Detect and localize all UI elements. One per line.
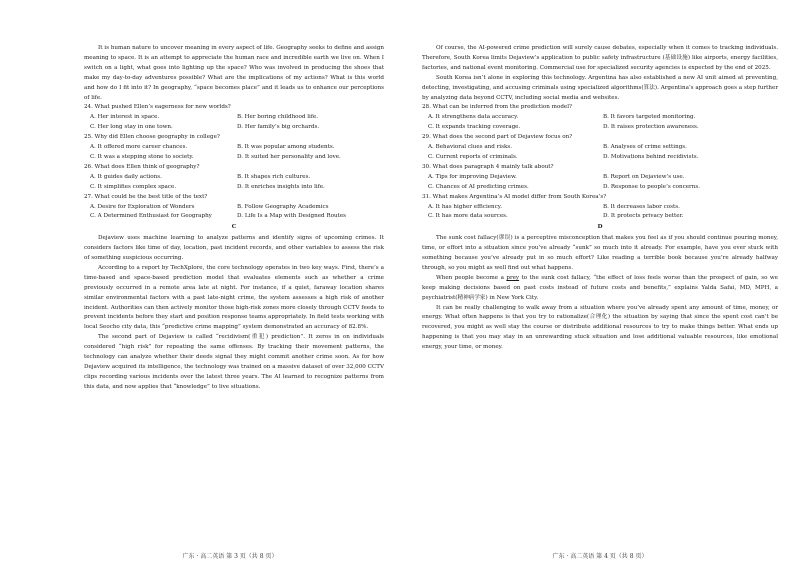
question-stem: 27. What could be the best title of the text? <box>84 193 208 200</box>
option-d: D. Life Is a Map with Designed Routes <box>237 213 347 220</box>
option-c: C. Chances of AI predicting crimes. <box>428 183 529 190</box>
option-c: C. It expands tracking coverage. <box>428 124 521 131</box>
question-30 <box>422 163 778 193</box>
option-d: D. It protects privacy better. <box>603 213 684 220</box>
option-d: D. It suited her personality and love. <box>237 153 341 160</box>
option-a: A. It offered more career chances. <box>90 144 188 151</box>
question-31 <box>422 193 778 223</box>
underlined-word-prey: prey <box>506 274 520 281</box>
option-a: A. It strengthens data accuracy. <box>428 114 519 121</box>
option-a: A. Desire for Exploration of Wonders <box>90 203 195 210</box>
section-heading-c: C <box>231 224 237 231</box>
passage-d-paragraph-2 <box>422 274 778 304</box>
question-stem: 26. What does Ellen think of geography? <box>84 163 200 170</box>
option-c: C. Her long stay in one town. <box>90 124 173 131</box>
option-d: D. It enriches insights into life. <box>237 183 325 190</box>
passage-c-paragraph-4: Of course, the AI-powered crime prediction will surely cause debates, especially when it comes to tracking individuals. Therefore, South Korea limits Dejaview’s application to public safety infrastructure (基础设施) like airports, energy facilities, factories, and national event monitoring. Commercial use for specialized security agencies is expected by the end of 2025. <box>422 45 778 71</box>
option-b: B. Analyses of crime settings. <box>603 144 687 151</box>
option-d: D. Response to people’s concerns. <box>603 183 700 190</box>
page-4 <box>400 0 800 566</box>
question-stem: 31. What makes Argentina’s AI model differ from South Korea’s? <box>422 193 607 200</box>
passage-c-paragraph-2: According to a report by TechXplore, the core technology operates in two key ways. First, there’s a time-based and space-based prediction model that evaluates elements such as whether a crime previously occurred in a remote area late at night. For instance, if a quiet, faraway location shares similar environmental factors with a past late-night crime, the system assesses a high risk of another incident. Authorities can then actively monitor those high-risk zones more closely through CCTV feeds to prevent incidents before they start and position response teams appropriately. In field tests working with local Seocho city data, this “predictive crime mapping” system demonstrated an accuracy of 82.8%. <box>84 264 384 331</box>
option-d: D. It raises protection awareness. <box>603 124 699 131</box>
question-stem: 28. What can be inferred from the prediction model? <box>422 104 573 111</box>
option-c: C. Current reports of criminals. <box>428 153 518 160</box>
option-b: B. Follow Geography Academics <box>237 203 329 210</box>
option-c: C. It was a stepping stone to society. <box>90 153 194 160</box>
passage-d-paragraph-3: It can be really challenging to walk away from a situation where you’ve already spent any amount of time, money, or energy. What often happens is that you try to rationalize(合理化) the situation by saying that since the spent cost can’t be recovered, you might as well stay the course or distribute additional resources to try to make things better. What ends up happening is that you may stay in an unrewarding stuck situation and lose additional valuable resources, like emotional energy, your time, or money. <box>422 304 778 351</box>
option-b: B. It favors targeted monitoring. <box>603 114 696 121</box>
passage-d-paragraph-1: The sunk cost fallacy(谬误) is a perceptive misconception that makes you feel as if you should continue pouring money, time, or effort into a situation since you’ve already “sunk” so much into it already. For example, have you ever stuck with something because you’ve already put in so much effort? Like reading a terrible book because you’re already halfway through, so you might as well find out what happens. <box>422 235 778 271</box>
option-c: C. It simplifies complex space. <box>90 183 177 190</box>
option-a: A. Her interest in space. <box>90 114 160 121</box>
question-stem: 25. Why did Ellen choose geography in college? <box>84 134 220 141</box>
option-c: C. It has more data sources. <box>428 213 508 220</box>
passage-b-last-paragraph: It is human nature to uncover meaning in every aspect of life. Geography seeks to define and assign meaning to space. It is an attempt to appreciate the human race and incredible earth we live on. When I switch on a light, what goes into lighting up the space? Who was involved in producing the shoes that make my day-to-day adventures possible? What are the implications of my actions? What is this world and how do I fit into it? In geography, “space becomes place” and it leads us to enhance our perceptions of life. <box>84 45 384 101</box>
page-footer: 广东 · 高二英语 第 4 页（共 8 页） <box>552 553 648 560</box>
text-run: When people become a <box>436 274 507 281</box>
option-d: D. Motivations behind recidivists. <box>603 153 699 160</box>
right-column <box>422 44 778 353</box>
option-b: B. It shapes rich cultures. <box>237 173 311 180</box>
left-column <box>84 44 384 393</box>
option-a: A. It guides daily actions. <box>90 173 162 180</box>
question-26 <box>84 163 384 193</box>
question-24 <box>84 103 384 133</box>
question-29 <box>422 133 778 163</box>
option-c: C. A Determined Enthusiast for Geography <box>90 213 212 220</box>
option-a: A. Tips for improving Dejaview. <box>428 173 517 180</box>
question-stem: 30. What does paragraph 4 mainly talk about? <box>422 163 554 170</box>
section-heading-d: D <box>597 224 603 231</box>
option-a: A. It has higher efficiency. <box>428 203 502 210</box>
option-a: A. Behavioral clues and risks. <box>428 144 512 151</box>
passage-c-paragraph-5: South Korea isn’t alone in exploring this technology. Argentina has also established a new AI unit aimed at preventing, detecting, investigating, and accusing criminals using specialized algorithms(算法). Argentina’s approach goes a step further by analyzing data beyond CCTV, including social media and websites. <box>422 74 778 101</box>
option-b: B. Her boring childhood life. <box>237 114 319 121</box>
question-28 <box>422 103 778 133</box>
option-d: D. Her family’s big orchards. <box>237 124 320 131</box>
question-27 <box>84 193 384 223</box>
passage-c-paragraph-3: The second part of Dejaview is called “recidivism(重犯) prediction”. It zeros in on individuals considered “high risk” for repeating the same offenses. By tracking their movement patterns, the technology can analyze whether their deeds signal they might commit another crime soon. As for how Dejaview acquired its intelligence, the technology was trained on a massive dataset of over 32,000 CCTV clips recording various incidents over the latest three years. The AI learned to recognize patterns from this data, and now applies that “knowledge” to live situations. <box>84 334 384 390</box>
question-stem: 24. What pushed Ellen’s eagerness for new worlds? <box>84 104 231 111</box>
question-stem: 29. What does the second part of Dejaview focus on? <box>422 134 573 141</box>
option-b: B. It decreases labor costs. <box>603 203 680 210</box>
passage-c-paragraph-1: Dejaview uses machine learning to analyze patterns and identify signs of upcoming crimes. It considers factors like time of day, location, past incident records, and other variables to assess the risk of something suspicious occurring. <box>84 235 384 262</box>
text-run: to the sunk cost fallacy, “the effect of loss feels worse than the prospect of gain, so we keep making decisions based on past costs instead of future costs and benefits,” explains Yalda Safai, MD, MPH, a psychiatrist(精神病学家) in New York City. <box>422 274 778 301</box>
option-b: B. It was popular among students. <box>237 144 335 151</box>
option-b: B. Report on Dejaview’s use. <box>603 173 685 180</box>
question-25 <box>84 133 384 163</box>
page-footer: 广东 · 高二英语 第 3 页（共 8 页） <box>182 553 278 560</box>
